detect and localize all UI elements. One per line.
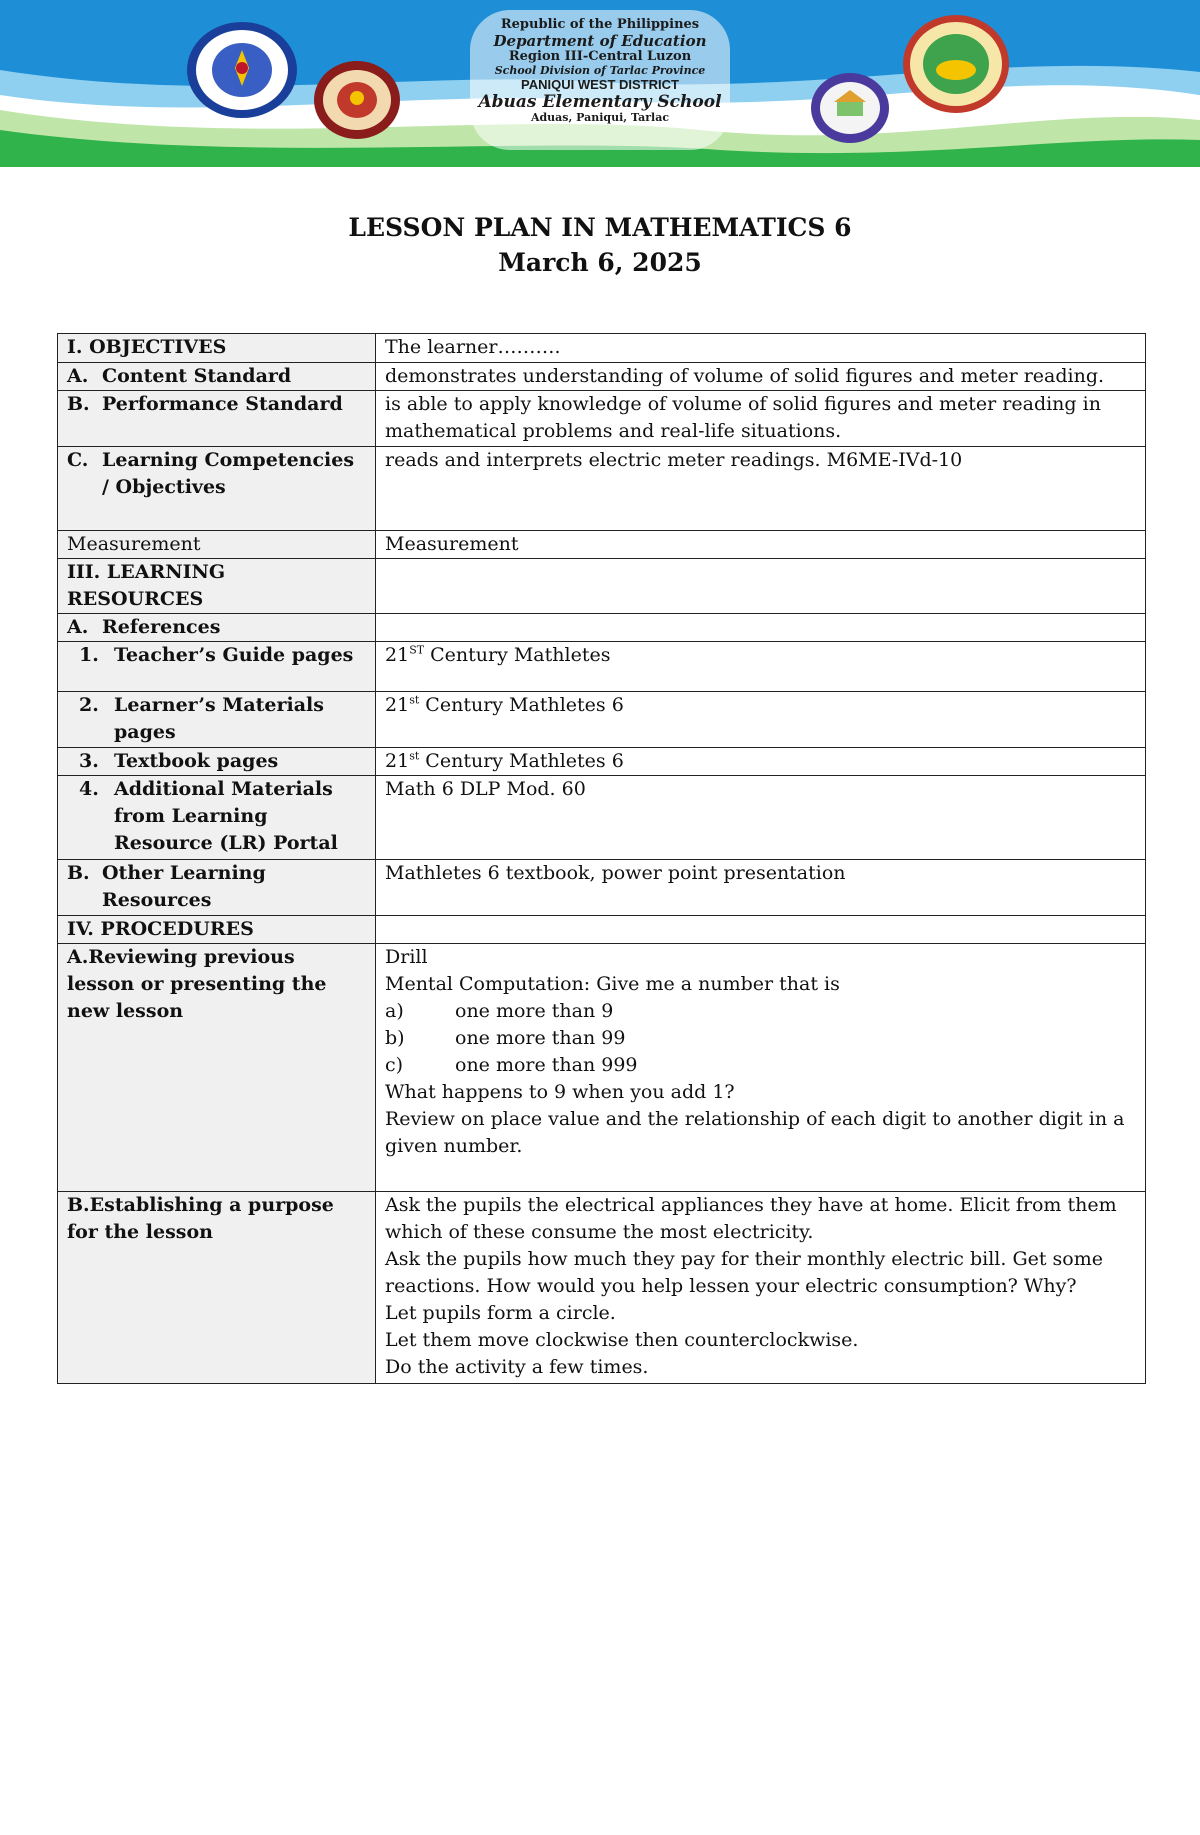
performance-standard-label: Performance Standard [102, 393, 343, 415]
content-standard-label: Content Standard [102, 365, 292, 387]
row-label [58, 692, 376, 748]
title-date: March 6, 2025 [498, 248, 702, 277]
reviewing-item-a [385, 998, 1136, 1025]
letterhead [0, 0, 1200, 170]
document-title [0, 210, 1200, 280]
table-row [58, 363, 1146, 391]
textbook-label: Textbook pages [114, 750, 279, 772]
teachers-guide-value-post: Century Mathletes [424, 644, 611, 666]
objectives-label: I. OBJECTIVES [67, 336, 227, 358]
row-label [58, 776, 376, 860]
letterhead-division: School Division of Tarlac Province [494, 64, 706, 78]
item-marker: b) [385, 1027, 405, 1049]
letterhead-address: Aduas, Paniqui, Tarlac [530, 111, 670, 125]
item-text: one more than 999 [455, 1054, 638, 1076]
performance-standard-value: is able to apply knowledge of volume of solid figures and meter reading in mathematical problems and real-life situations. [376, 391, 1146, 447]
procedures-value [376, 916, 1146, 944]
table-row [58, 334, 1146, 363]
table-row [58, 642, 1146, 692]
content-standard-num: A. [67, 365, 89, 387]
table-row [58, 531, 1146, 559]
learners-materials-value [376, 692, 1146, 748]
establishing-line: Do the activity a few times. [385, 1356, 649, 1378]
establishing-line: Let pupils form a circle. [385, 1302, 616, 1324]
table-row [58, 692, 1146, 748]
item-marker: a) [385, 1000, 404, 1022]
row-label [58, 447, 376, 531]
row-label [58, 391, 376, 447]
textbook-value [376, 748, 1146, 776]
item-text: one more than 99 [455, 1027, 626, 1049]
letterhead-rule [0, 163, 1200, 167]
reviewing-item-b [385, 1025, 1136, 1052]
other-resources-label: Other Learning Resources [102, 862, 266, 911]
letterhead-republic: Republic of the Philippines [500, 17, 700, 32]
learners-materials-value-pre: 21 [385, 694, 410, 716]
references-num: A. [67, 616, 89, 638]
row-label [58, 916, 376, 944]
references-value [376, 614, 1146, 642]
textbook-value-sup: st [409, 749, 420, 763]
reviewing-line: What happens to 9 when you add 1? [385, 1081, 735, 1103]
additional-materials-num: 4. [79, 778, 99, 800]
table-row [58, 916, 1146, 944]
reviewing-line: Review on place value and the relationship of each digit to another digit in a given number. [385, 1108, 1125, 1157]
other-resources-num: B. [67, 862, 90, 884]
learning-resources-label: III. LEARNING RESOURCES [67, 561, 226, 610]
textbook-value-pre: 21 [385, 750, 410, 772]
teachers-guide-value-sup: ST [409, 643, 425, 657]
reviewing-item-c [385, 1052, 1136, 1079]
table-row [58, 860, 1146, 916]
establishing-line: Let them move clockwise then counterclockwise. [385, 1329, 859, 1351]
learners-materials-num: 2. [79, 694, 99, 716]
table-row [58, 776, 1146, 860]
learning-resources-value [376, 559, 1146, 614]
division-seal [313, 60, 401, 140]
references-label: References [102, 616, 221, 638]
establishing-value [376, 1192, 1146, 1384]
content-standard-value: demonstrates understanding of volume of solid figures and meter reading. [376, 363, 1146, 391]
item-marker: c) [385, 1054, 404, 1076]
reviewing-value [376, 944, 1146, 1192]
letterhead-school: Abuas Elementary School [478, 91, 722, 112]
row-label [58, 614, 376, 642]
lesson-plan-table [57, 333, 1146, 1384]
table-row [58, 1192, 1146, 1384]
table-row [58, 447, 1146, 531]
teachers-guide-label: Teacher’s Guide pages [114, 644, 354, 666]
table-row [58, 748, 1146, 776]
table-row [58, 614, 1146, 642]
performance-standard-num: B. [67, 393, 90, 415]
row-label [58, 363, 376, 391]
competencies-value: reads and interprets electric meter readings. M6ME-IVd-10 [376, 447, 1146, 531]
learners-materials-label: Learner’s Materials pages [114, 694, 324, 743]
table-row [58, 391, 1146, 447]
row-label [58, 531, 376, 559]
measurement-label: Measurement [67, 533, 201, 555]
district-seal [902, 14, 1010, 114]
competencies-num: C. [67, 449, 89, 471]
procedures-label: IV. PROCEDURES [67, 918, 254, 940]
title-subject: LESSON PLAN IN MATHEMATICS 6 [348, 213, 852, 242]
letterhead-text [420, 18, 780, 125]
measurement-value: Measurement [376, 531, 1146, 559]
row-label [58, 642, 376, 692]
deped-seal [185, 20, 300, 120]
objectives-value: The learner………. [376, 334, 1146, 363]
establishing-label: B.Establishing a purpose for the lesson [58, 1192, 376, 1384]
learners-materials-value-post: Century Mathletes 6 [419, 694, 624, 716]
additional-materials-label: Additional Materials from Learning Resource (LR) Portal [114, 778, 338, 854]
learners-materials-value-sup: st [409, 693, 420, 707]
textbook-num: 3. [79, 750, 99, 772]
reviewing-line: Drill [385, 946, 428, 968]
establishing-line: Ask the pupils the electrical appliances they have at home. Elicit from them which of these consume the most electricity. [385, 1194, 1117, 1243]
item-text: one more than 9 [455, 1000, 614, 1022]
letterhead-department: Department of Education [493, 31, 707, 50]
row-label [58, 559, 376, 614]
school-seal [810, 72, 890, 144]
table-row [58, 559, 1146, 614]
letterhead-district: PANIQUI WEST DISTRICT [521, 76, 679, 92]
reviewing-label: A.Reviewing previous lesson or presenting the new lesson [58, 944, 376, 1192]
row-label [58, 748, 376, 776]
textbook-value-post: Century Mathletes 6 [419, 750, 624, 772]
other-resources-value: Mathletes 6 textbook, power point presentation [376, 860, 1146, 916]
teachers-guide-value-pre: 21 [385, 644, 410, 666]
table-row [58, 944, 1146, 1192]
row-label [58, 860, 376, 916]
reviewing-line: Mental Computation: Give me a number that is [385, 973, 840, 995]
establishing-line: Ask the pupils how much they pay for their monthly electric bill. Get some reactions. How would you help lessen your electric consumption? Why? [385, 1248, 1104, 1297]
additional-materials-value: Math 6 DLP Mod. 60 [376, 776, 1146, 860]
letterhead-region: Region III-Central Luzon [508, 49, 692, 65]
teachers-guide-num: 1. [79, 644, 99, 666]
row-label [58, 334, 376, 363]
competencies-label: Learning Competencies / Objectives [102, 449, 355, 498]
teachers-guide-value [376, 642, 1146, 692]
